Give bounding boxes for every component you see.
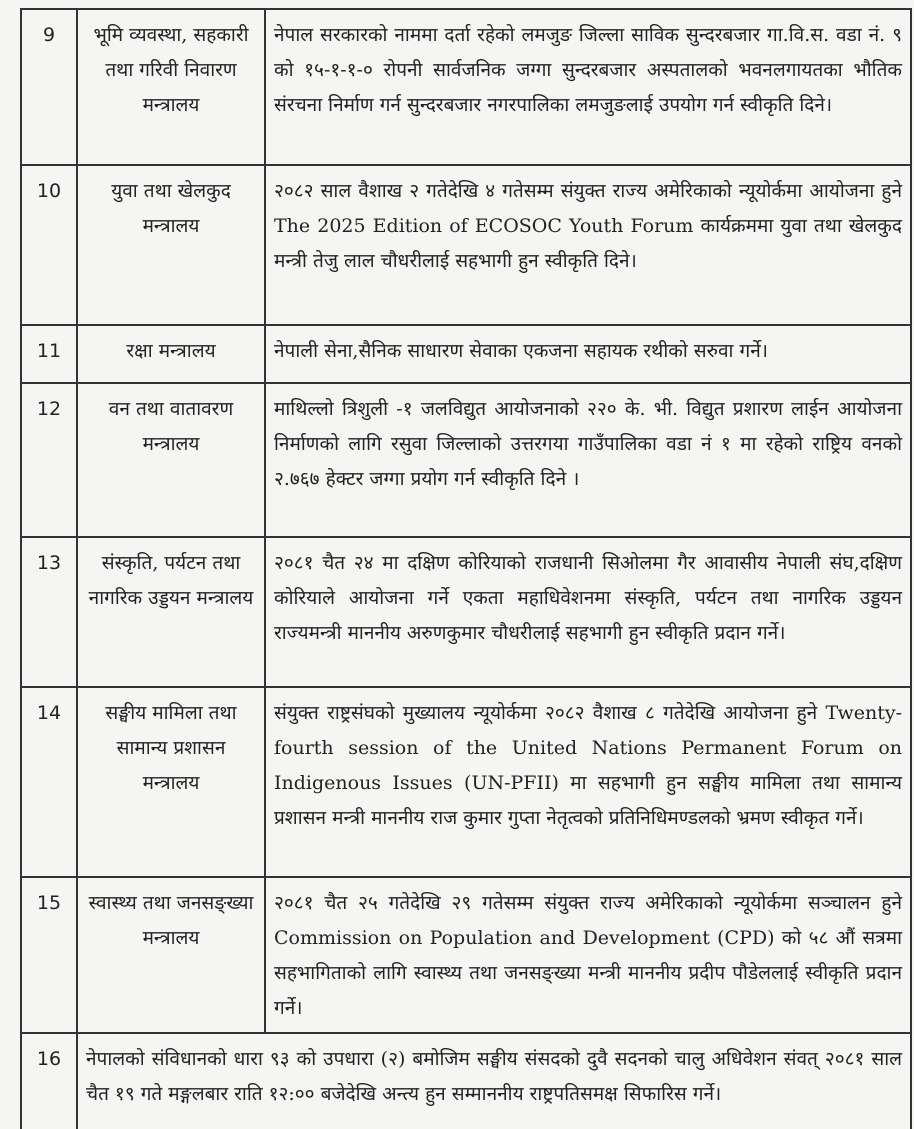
ministry-name: रक्षा मन्त्रालय (77, 325, 265, 383)
table-row (21, 537, 911, 687)
row-number: 11 (21, 325, 77, 383)
row-number: 9 (21, 9, 77, 165)
row-number: 13 (21, 537, 77, 687)
row-number: 16 (21, 1033, 77, 1129)
ministry-name: भूमि व्यवस्था, सहकारी तथा गरिवी निवारण मन्त्रालय (77, 9, 265, 165)
ministry-name: युवा तथा खेलकुद मन्त्रालय (77, 165, 265, 325)
decision-text: माथिल्लो त्रिशुली -१ जलविद्युत आयोजनाको २२० के. भी. विद्युत प्रशारण लाईन आयोजना निर्माणको लागि रसुवा जिल्लाको उत्तरगया गाउँपालिका वडा नं १ मा रहेको राष्ट्रिय वनको २.७६७ हेक्टर जग्गा प्रयोग गर्न स्वीकृति दिने । (265, 383, 911, 537)
decision-text: २०८२ साल वैशाख २ गतेदेखि ४ गतेसम्म संयुक्त राज्य अमेरिकाको न्यूयोर्कमा आयोजना हुने The 2025 Edition of ECOSOC Youth Forum कार्यक्रममा युवा तथा खेलकुद मन्त्री तेजु लाल चौधरीलाई सहभागी हुन स्वीकृति दिने। (265, 165, 911, 325)
decision-text: २०८१ चैत २४ मा दक्षिण कोरियाको राजधानी सिओलमा गैर आवासीय नेपाली संघ,दक्षिण कोरियाले आयोजना गर्ने एकता महाधिवेशनमा संस्कृति, पर्यटन तथा नागरिक उड्डयन राज्यमन्त्री माननीय अरुणकुमार चौधरीलाई सहभागी हुन स्वीकृति प्रदान गर्ने। (265, 537, 911, 687)
table-row (21, 687, 911, 877)
ministry-name: संस्कृति, पर्यटन तथा नागरिक उड्डयन मन्त्रालय (77, 537, 265, 687)
decision-text: २०८१ चैत २५ गतेदेखि २९ गतेसम्म संयुक्त राज्य अमेरिकाको न्यूयोर्कमा सञ्चालन हुने Commission on Population and Development (CPD) को ५८ औं सत्रमा सहभागिताको लागि स्वास्थ्य तथा जनसङ्ख्या मन्त्री माननीय प्रदीप पौडेललाई स्वीकृति प्रदान गर्ने। (265, 877, 911, 1033)
table-row (21, 877, 911, 1033)
ministry-name: सङ्घीय मामिला तथा सामान्य प्रशासन मन्त्रालय (77, 687, 265, 877)
row-number: 14 (21, 687, 77, 877)
table-row (21, 9, 911, 165)
row-number: 15 (21, 877, 77, 1033)
table-row (21, 383, 911, 537)
decision-text: नेपालको संविधानको धारा ९३ को उपधारा (२) बमोजिम सङ्घीय संसदको दुवै सदनको चालु अधिवेशन संवत् २०८१ साल चैत १९ गते मङ्गलबार राति १२:०० बजेदेखि अन्त्य हुन सम्माननीय राष्ट्रपतिसमक्ष सिफारिस गर्ने। (77, 1033, 911, 1129)
ministry-name: स्वास्थ्य तथा जनसङ्ख्या मन्त्रालय (77, 877, 265, 1033)
table-row (21, 325, 911, 383)
decision-text: नेपाली सेना,सैनिक साधारण सेवाका एकजना सहायक रथीको सरुवा गर्ने। (265, 325, 911, 383)
row-number: 12 (21, 383, 77, 537)
decision-text: संयुक्त राष्ट्रसंघको मुख्यालय न्यूयोर्कमा २०८२ वैशाख ८ गतेदेखि आयोजना हुने Twenty-fourth session of the United Nations Permanent Forum on Indigenous Issues (UN-PFII) मा सहभागी हुन सङ्घीय मामिला तथा सामान्य प्रशासन मन्त्री माननीय राज कुमार गुप्ता नेतृत्वको प्रतिनिधिमण्डलको भ्रमण स्वीकृत गर्ने। (265, 687, 911, 877)
row-number: 10 (21, 165, 77, 325)
table-row-final (21, 1033, 911, 1129)
cabinet-decisions-table (20, 8, 912, 1129)
table-row (21, 165, 911, 325)
ministry-name: वन तथा वातावरण मन्त्रालय (77, 383, 265, 537)
decision-text: नेपाल सरकारको नाममा दर्ता रहेको लमजुङ जिल्ला साविक सुन्दरबजार गा.वि.स. वडा नं. ९ को १५-१-१-० रोपनी सार्वजनिक जग्गा सुन्दरबजार अस्पतालको भवनलगायतका भौतिक संरचना निर्माण गर्न सुन्दरबजार नगरपालिका लमजुङलाई उपयोग गर्न स्वीकृति दिने। (265, 9, 911, 165)
